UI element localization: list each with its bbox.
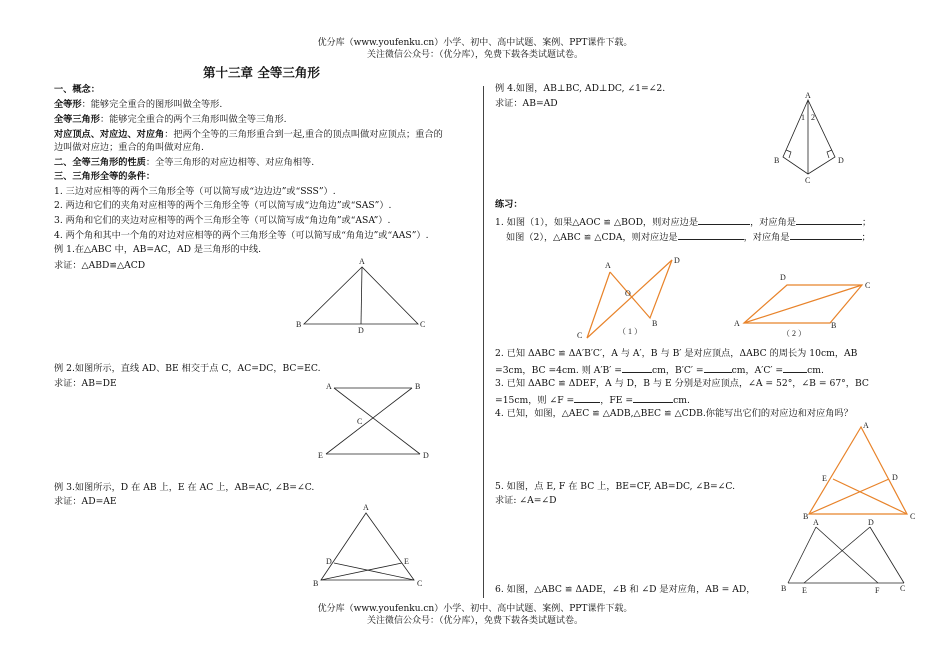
kite-abcd [783,100,835,174]
label-d: D [674,256,680,265]
label-c: C [577,331,583,340]
label-c: C [417,579,423,588]
label-b: B [313,579,319,588]
question-2-line-1: 2. 已知 ΔABC ≌ ΔA′B′C′，A 与 A′，B 与 B′ 是对应顶点，ΔABC 的周长为 10cm，AB [495,348,858,359]
label-c: C [910,512,916,521]
label-d: D [868,518,874,527]
segment-af [816,527,878,583]
right-angle-d [827,150,832,158]
condition-aas: 4. 两个角和其中一个角的对边对应相等的两个三角形全等（可以简写成“角角边”或“AAS”）. [54,230,429,241]
section-1-heading: 一、概念： [54,84,100,95]
answer-blank[interactable] [783,364,807,373]
segment-be [321,563,402,580]
label-e: E [404,557,409,566]
question-text: ，对应角是 [743,232,790,243]
answer-blank[interactable] [633,394,673,403]
question-text: cm. [673,395,690,406]
answer-blank[interactable] [698,216,750,225]
figure-question-5 [780,515,910,598]
line-ad [334,388,420,454]
answer-blank[interactable] [796,216,862,225]
question-text: ，FE = [600,395,634,406]
question-5: 5. 如图，点 E, F 在 BC 上，BE=CF, AB=DC, ∠B=∠C. [495,481,735,492]
label-b: B [415,382,421,391]
label-b: B [296,320,302,329]
question-text: ； [861,232,871,243]
question-text: cm. [807,365,824,376]
header-line-1: 优分库（www.youfenku.cn）小学、初中、高中试题、案例、PPT课件下载。 [317,38,633,48]
label-d: D [892,473,898,482]
label-c: C [420,320,426,329]
label-f: F [875,586,880,595]
example-1-prove: 求证：△ABD≌△ACD [54,260,146,271]
example-1: 例 1.在△ABC 中，AB=AC，AD 是三角形的中线. [54,244,262,255]
header-line-2: 关注微信公众号：（优分库），免费下载各类试题试卷。 [366,50,583,60]
chapter-title: 第十三章 全等三角形 [203,65,320,80]
label-e: E [318,451,323,460]
label-b: B [831,321,837,330]
term: 全等三角形 [54,114,100,125]
label-b: B [652,319,658,328]
figure-example-3 [310,500,430,592]
label-d: D [838,156,844,165]
label-b: B [774,156,780,165]
label-angle-1: 1 [801,113,805,122]
label-a: A [326,382,332,391]
median-ad [361,267,362,324]
definition-correspondence-cont: 边叫做对应边；重合的角叫做对应角. [54,142,204,153]
segment-bd [809,479,889,514]
condition-sas: 2. 两边和它们的夹角对应相等的两个三角形全等（可以简写成“边角边”或“SAS”）. [54,200,392,211]
segment-cd [334,563,414,580]
figure-example-2 [318,380,438,465]
footer-line-1: 优分库（www.youfenku.cn）小学、初中、高中试题、案例、PPT课件下载。 [317,604,633,614]
question-1-part-2 [506,231,871,244]
figure-example-4 [770,92,850,187]
question-1-part-1 [495,216,871,229]
section-2-properties [54,158,314,169]
figure-caption: （ 2 ） [782,329,806,338]
label-a: A [805,91,811,100]
label-d: D [358,326,364,335]
figure-question-4 [795,417,925,519]
label-o: O [625,289,631,298]
definition-text: ：全等三角形的对应边相等、对应角相等. [145,157,315,168]
segment-ab [788,527,816,583]
label-d: D [326,557,332,566]
label-a: A [605,261,611,270]
practice-heading: 练习： [495,199,523,210]
right-angle-b [786,150,791,158]
question-3-line-2 [495,394,690,407]
answer-blank[interactable] [790,231,862,240]
question-5-prove: 求证: ∠A=∠D [495,495,557,506]
definition-text: ：能够完全重合的两个三角形叫做全等三角形. [99,114,287,125]
answer-blank[interactable] [574,394,600,403]
label-c: C [357,417,363,426]
question-text: 1. 如图（1），如果△AOC ≌ △BOD，则对应边是 [495,217,699,228]
condition-asa: 3. 两角和它们的夹边对应相等的两个三角形全等（可以简写成“角边角”或“ASA”）. [54,215,391,226]
footer-line-2: 关注微信公众号：（优分库），免费下载各类试题试卷。 [366,616,583,626]
answer-blank[interactable] [622,364,652,373]
section-3-heading: 三、三角形全等的条件： [54,171,156,182]
diagonal-ac [744,285,862,323]
example-4-prove: 求证：AB=AD [495,98,558,109]
segment-ce [833,479,907,514]
label-a: A [813,518,819,527]
definition-congruent-figure [54,100,222,111]
figure-practice-1 [570,252,690,347]
triangle-abc [809,427,907,514]
definition-text: ：把两个全等的三角形重合到一起,重合的顶点叫做对应顶点；重合的 [164,129,443,140]
segment-dc [870,527,904,583]
question-4: 4. 已知，如图，△AEC ≌ △ADB,△BEC ≌ △CDB.你能写出它们的对应边和对应角吗？ [495,408,853,419]
label-d: D [780,273,786,282]
label-a: A [363,503,369,512]
definition-correspondence [54,130,443,141]
figure-example-1 [290,255,440,340]
label-b: B [781,584,787,593]
term: 对应顶点、对应边、对应角 [54,129,165,140]
label-c: C [865,281,871,290]
term: 二、全等三角形的性质 [54,157,146,168]
label-b: B [803,512,809,521]
example-3: 例 3.如图所示，D 在 AB 上，E 在 AC 上，AB=AC, ∠B=∠C. [54,482,315,493]
column-divider [483,86,484,598]
condition-sss: 1. 三边对应相等的两个三角形全等（可以简写成“边边边”或“SSS”）. [54,186,336,197]
label-c: C [900,584,906,593]
answer-blank[interactable] [704,364,732,373]
answer-blank[interactable] [678,231,744,240]
question-text: ； [862,217,872,228]
segment-de [804,527,870,583]
question-text: cm，B′C′ = [652,365,704,376]
question-text: cm，A′C′ = [731,365,784,376]
figure-practice-2 [730,270,880,345]
label-a: A [359,257,365,266]
label-angle-2: 2 [811,113,815,122]
definition-text: ：能够完全重合的图形叫做全等形. [81,99,223,110]
example-3-prove: 求证：AD=AE [54,496,117,507]
definition-congruent-triangle [54,115,287,126]
label-e: E [822,474,827,483]
figure-caption: （ 1 ） [618,327,642,336]
example-2: 例 2.如图所示，直线 AD、BE 相交于点 C，AC=DC，BC=EC. [54,363,321,374]
example-4: 例 4.如图，AB⊥BC, AD⊥DC, ∠1=∠2. [495,83,666,94]
question-text: =3cm，BC =4cm. 则 A′B′ = [495,365,622,376]
question-6: 6. 如图，△ABC ≌ ΔADE，∠B 和 ∠D 是对应角，AB = AD， [495,584,756,595]
question-text: =15cm，则 ∠F = [495,395,575,406]
example-2-prove: 求证：AB=DE [54,378,117,389]
label-e: E [802,586,807,595]
question-text: ，对应角是 [750,217,796,228]
question-text: 如图（2），△ABC ≌ △CDA，则对应边是 [506,232,678,243]
question-3-line-1: 3. 已知 ΔABC ≌ ΔDEF，A 与 D，B 与 E 分别是对应顶点，∠A = 52°，∠B = 67°，BC [495,378,869,389]
label-d: D [423,451,429,460]
label-a: A [863,421,869,430]
label-a: A [734,319,740,328]
label-c: C [805,176,811,185]
term: 全等形 [54,99,82,110]
line-be [326,388,412,454]
question-2-line-2 [495,364,824,377]
